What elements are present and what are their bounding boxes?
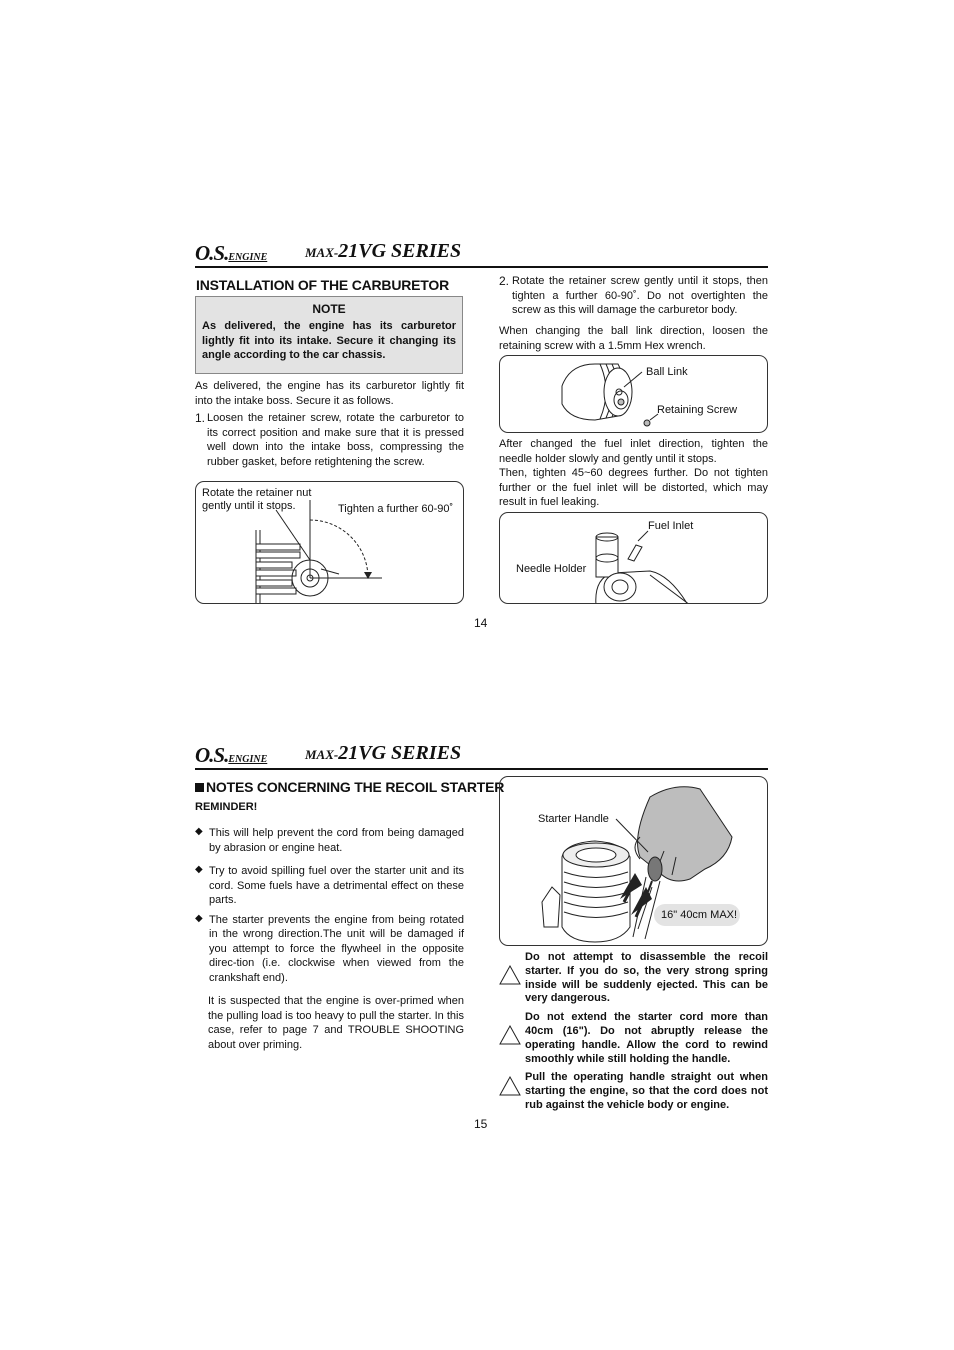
note-title: NOTE (312, 302, 346, 316)
note-text: As delivered, the engine has its carburetor lightly fit into its intake. Secure it changing its angle according to the car chassis. (202, 320, 456, 361)
note-box (195, 296, 463, 374)
section-title: NOTES CONCERNING THE RECOIL STARTER (195, 779, 504, 795)
step-number: 2. (499, 274, 510, 288)
diamond-bullet-icon: ◆ (195, 864, 203, 875)
intro-text: As delivered, the engine has its carburetor lightly fit into the intake boss. Secure it as follows. (195, 380, 464, 407)
warning-triangle-icon (499, 1025, 521, 1045)
fuel-inlet-illustration (500, 513, 768, 604)
fuel-inlet-figure (499, 512, 768, 604)
diamond-bullet-icon: ◆ (195, 912, 203, 924)
warning-triangle-icon (499, 965, 521, 985)
reminder-list (195, 826, 464, 985)
step-text: Rotate the retainer screw gently until it stops, then tighten a further 60-90˚. Do not overtighten the screw as this will damage the carburetor body. (512, 275, 768, 316)
square-bullet-icon (195, 783, 204, 792)
carburetor-figure (195, 481, 464, 604)
warning-item: Do not attempt to disassemble the recoil starter. If you do so, the very strong spring inside will be suddenly ejected. This can be very dangerous. (499, 951, 768, 1006)
figure-label: 16" 40cm MAX! (661, 909, 738, 921)
step-number: 1. (195, 411, 206, 425)
list-item: ◆ Try to avoid spilling fuel over the starter unit and its cord. Some fuels have a detrimental effect on these parts. (195, 864, 464, 906)
ball-link-figure (499, 355, 768, 433)
warning-list (499, 951, 768, 1113)
header-rule (195, 768, 768, 770)
page-number: 15 (474, 1117, 488, 1131)
section-title: INSTALLATION OF THE CARBURETOR (196, 277, 449, 293)
warning-triangle-icon (499, 1076, 521, 1096)
ball-link-illustration (500, 356, 768, 433)
series-title: MAX-21VG SERIES (305, 240, 462, 262)
os-engine-logo: O.S.ENGINE (195, 743, 268, 767)
diamond-bullet-icon: ◆ (195, 826, 203, 837)
os-engine-logo: O.S.ENGINE (195, 241, 268, 265)
page-number: 14 (474, 616, 488, 630)
figure-label: Retaining Screw (657, 404, 738, 416)
overprime-text: It is suspected that the engine is over-primed when the pulling load is too heavy to pull the starter. In this case, refer to page 7 and TROUBLE SHOOTING about over priming. (208, 995, 464, 1051)
list-item: ◆ The starter prevents the engine from being rotated in the wrong direction.The unit will be damaged if you attempt to force the flywheel in the opposite direc-tion (i.e. clockwise when viewed from the crankshaft end). (195, 912, 464, 984)
figure-label: Ball Link (646, 366, 688, 378)
series-title: MAX-21VG SERIES (305, 742, 462, 764)
figure-label: Rotate the retainer nut gently until it stops. (202, 487, 312, 512)
reminder-title: REMINDER! (195, 801, 258, 813)
recoil-starter-figure (499, 776, 768, 946)
fuel-inlet-text: After changed the fuel inlet direction, tighten the needle holder slowly and gently until it stops. Then, tighten 45~60 degrees further. Do not tighten further or the fuel inlet will be distorted, which may result in fuel leaking. (499, 438, 768, 508)
list-item: ◆ This will help prevent the cord from being damaged by abrasion or engine heat. (195, 826, 464, 854)
warning-item: Do not extend the starter cord more than 40cm (16"). Do not abruptly release the operating handle. Allow the cord to rewind smoothly while still holding the handle. (499, 1011, 768, 1066)
figure-label: Starter Handle (538, 813, 609, 825)
ball-link-text: When changing the ball link direction, loosen the retaining screw with a 1.5mm Hex wrench. (499, 325, 768, 352)
header-rule (195, 266, 768, 268)
step-text: Loosen the retainer screw, rotate the carburetor to its correct position and make sure that it is pressed well down into the intake boss, compressing the rubber gasket, before retightening the screw. (207, 412, 464, 468)
figure-label: Tighten a further 60-90˚ (338, 503, 454, 515)
warning-item: Pull the operating handle straight out when starting the engine, so that the cord does not rub against the vehicle body or engine. (499, 1071, 768, 1112)
figure-label: Fuel Inlet (648, 520, 694, 532)
figure-label: Needle Holder (516, 563, 587, 575)
